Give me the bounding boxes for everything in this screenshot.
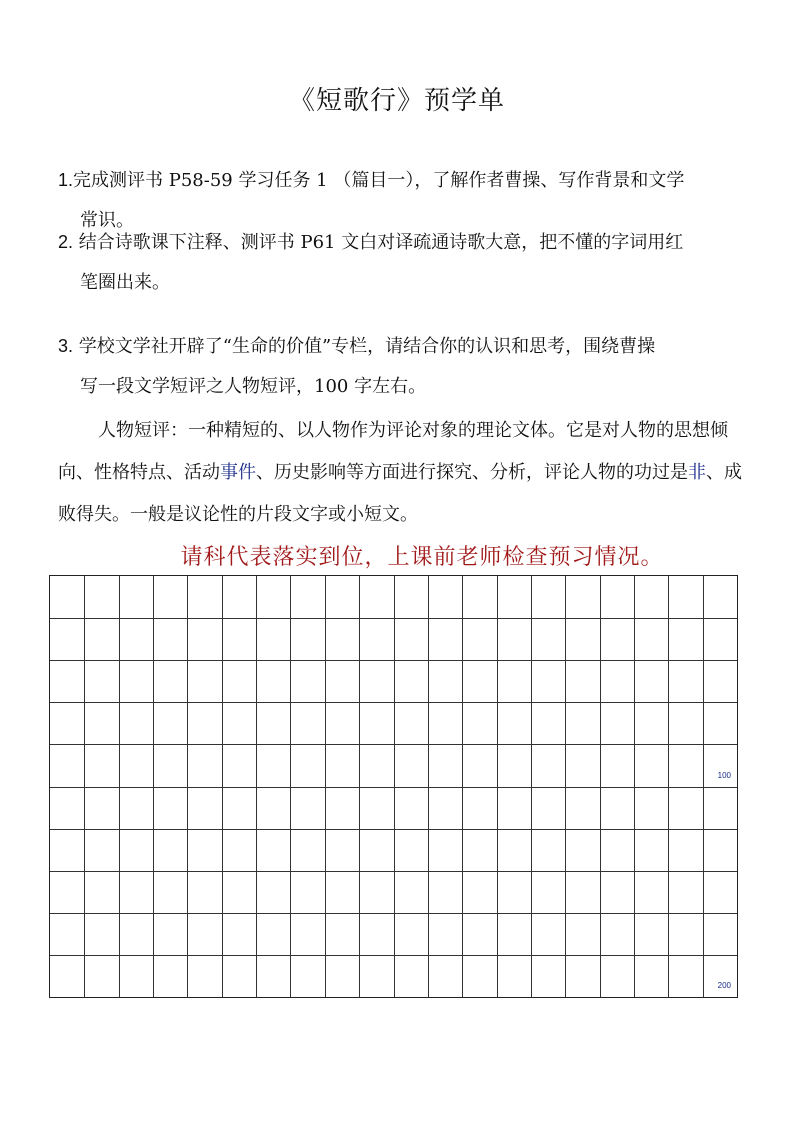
teacher-reminder: 请科代表落实到位，上课前老师检查预习情况。	[180, 545, 664, 570]
task-3-text: 学校文学社开辟了“生命的价值”专栏，请结合你的认识和思考，围绕曹操	[73, 336, 656, 357]
grid-horizontal-line	[50, 955, 737, 956]
grid-horizontal-line	[50, 702, 737, 703]
grid-horizontal-line	[50, 913, 737, 914]
task-2-number: 2.	[58, 232, 74, 252]
word-count-marker: 100	[717, 770, 731, 780]
definition-text-1: 人物短评：一种精短的、以人物作为评论对象的理论文体。它是对人物的思想倾向、性格特点、活动	[58, 420, 728, 483]
page-title: 《短歌行》预学单	[288, 86, 505, 116]
definition-text-2: 、历史影响等方面进行探究、分析，评论人物的功过是	[256, 462, 688, 483]
task-2-line-1	[58, 222, 742, 263]
task-2	[58, 222, 742, 303]
grid-horizontal-line	[50, 744, 737, 745]
task-1-number: 1.	[58, 170, 74, 190]
grid-horizontal-line	[50, 871, 737, 872]
grid-horizontal-line	[50, 618, 737, 619]
task-3-line-2: 写一段文学短评之人物短评，100 字左右。	[80, 376, 427, 397]
grid-horizontal-line	[50, 660, 737, 661]
task-1-line-2: 常识。	[80, 210, 134, 231]
task-2-line-2: 笔圈出来。	[80, 272, 170, 293]
task-3-line-1	[58, 326, 742, 367]
grid-horizontal-line	[50, 829, 737, 830]
grid-horizontal-line	[50, 787, 737, 788]
word-count-marker: 200	[717, 981, 731, 990]
character-review-definition	[58, 410, 742, 536]
writing-grid[interactable]	[49, 575, 738, 998]
definition-keyword-2: 非	[688, 462, 706, 483]
task-3-number: 3.	[58, 336, 74, 356]
task-1-text: 完成测评书 P58-59 学习任务 1 （篇目一），了解作者曹操、写作背景和文学	[73, 170, 685, 191]
task-3	[58, 326, 742, 407]
task-2-text: 结合诗歌课下注释、测评书 P61 文白对译疏通诗歌大意，把不懂的字词用红	[73, 232, 684, 253]
definition-text-3: 、成败得失。一般是议论性的片段文字或小短文。	[58, 462, 742, 525]
definition-keyword-1: 事件	[220, 462, 256, 483]
task-1-line-1	[58, 160, 742, 201]
